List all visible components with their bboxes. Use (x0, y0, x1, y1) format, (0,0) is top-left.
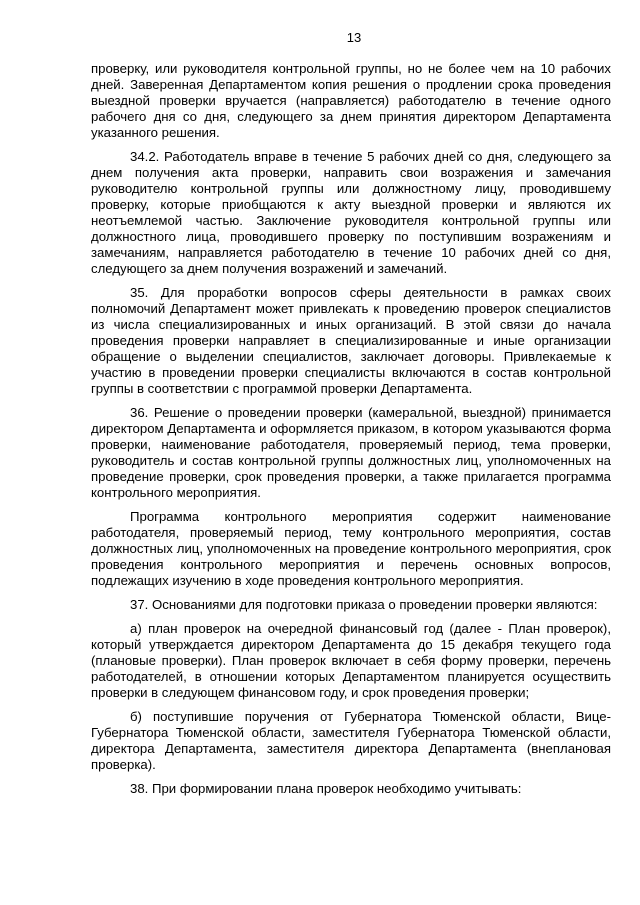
paragraph-37-b: б) поступившие поручения от Губернатора Тюменской области, Вице-Губернатора Тюменской области, заместителя Губернатора Тюменской области, директора Департамента, заместителя директора Департамента (внеплановая проверка). (91, 709, 611, 772)
paragraph-38: 38. При формировании плана проверок необходимо учитывать: (130, 781, 522, 796)
document-page (91, 30, 611, 805)
paragraph-37: 37. Основаниями для подготовки приказа о проведении проверки являются: (130, 597, 598, 612)
paragraph-37-a: а) план проверок на очередной финансовый год (далее - План проверок), который утверждается директором Департамента до 15 декабря текущего года (плановые проверки). План проверок включает в себя форму проверки, перечень работодателей, в отношении которых Департаментом планируется осуществить проверки в следующем финансовом году, и срок проведения проверки; (91, 621, 611, 700)
page-number: 13 (346, 30, 362, 45)
paragraph-34-2: 34.2. Работодатель вправе в течение 5 рабочих дней со дня, следующего за днем получения акта проверки, направить свои возражения и замечания руководителю контрольной группы или должностному лицу, проводившему проверку, которые приобщаются к акту выездной проверки и являются их неотъемлемой частью. Заключение руководителя контрольной группы или должностного лица, проводившего проверку по поступившим возражениям и замечаниям, направляется работодателю в течение 10 рабочих дней со дня, следующего за днем получения возражений и замечаний. (91, 149, 611, 276)
paragraph-35: 35. Для проработки вопросов сферы деятельности в рамках своих полномочий Департамент может привлекать к проведению проверок специалистов из числа специализированных и иных организаций. В этой связи до начала проведения проверки направляет в специализированные и иные организации обращение о выделении специалистов, заключает договоры. Привлекаемые к участию в проведении проверки специалисты включаются в состав контрольной группы в соответствии с программой проверки Департамента. (91, 285, 611, 396)
paragraph-continuation: проверку, или руководителя контрольной группы, но не более чем на 10 рабочих дней. Заверенная Департаментом копия решения о продлении срока проведения выездной проверки вручается (направляется) работодателю в течение одного рабочего дня со дня, следующего за днем принятия директором Департамента указанного решения. (91, 61, 611, 140)
paragraph-program: Программа контрольного мероприятия содержит наименование работодателя, проверяемый период, тему контрольного мероприятия, состав должностных лиц, уполномоченных на проведение контрольного мероприятия, срок проведения контрольного мероприятия и перечень основных вопросов, подлежащих изучению в ходе проведения контрольного мероприятия. (91, 509, 611, 588)
paragraph-36: 36. Решение о проведении проверки (камеральной, выездной) принимается директором Департамента и оформляется приказом, в котором указываются форма проверки, наименование работодателя, проверяемый период, тема проверки, руководитель и состав контрольной группы должностных лиц, уполномоченных на проведение проверки, срок проведения проверки, а также прилагается программа контрольного мероприятия. (91, 405, 611, 500)
